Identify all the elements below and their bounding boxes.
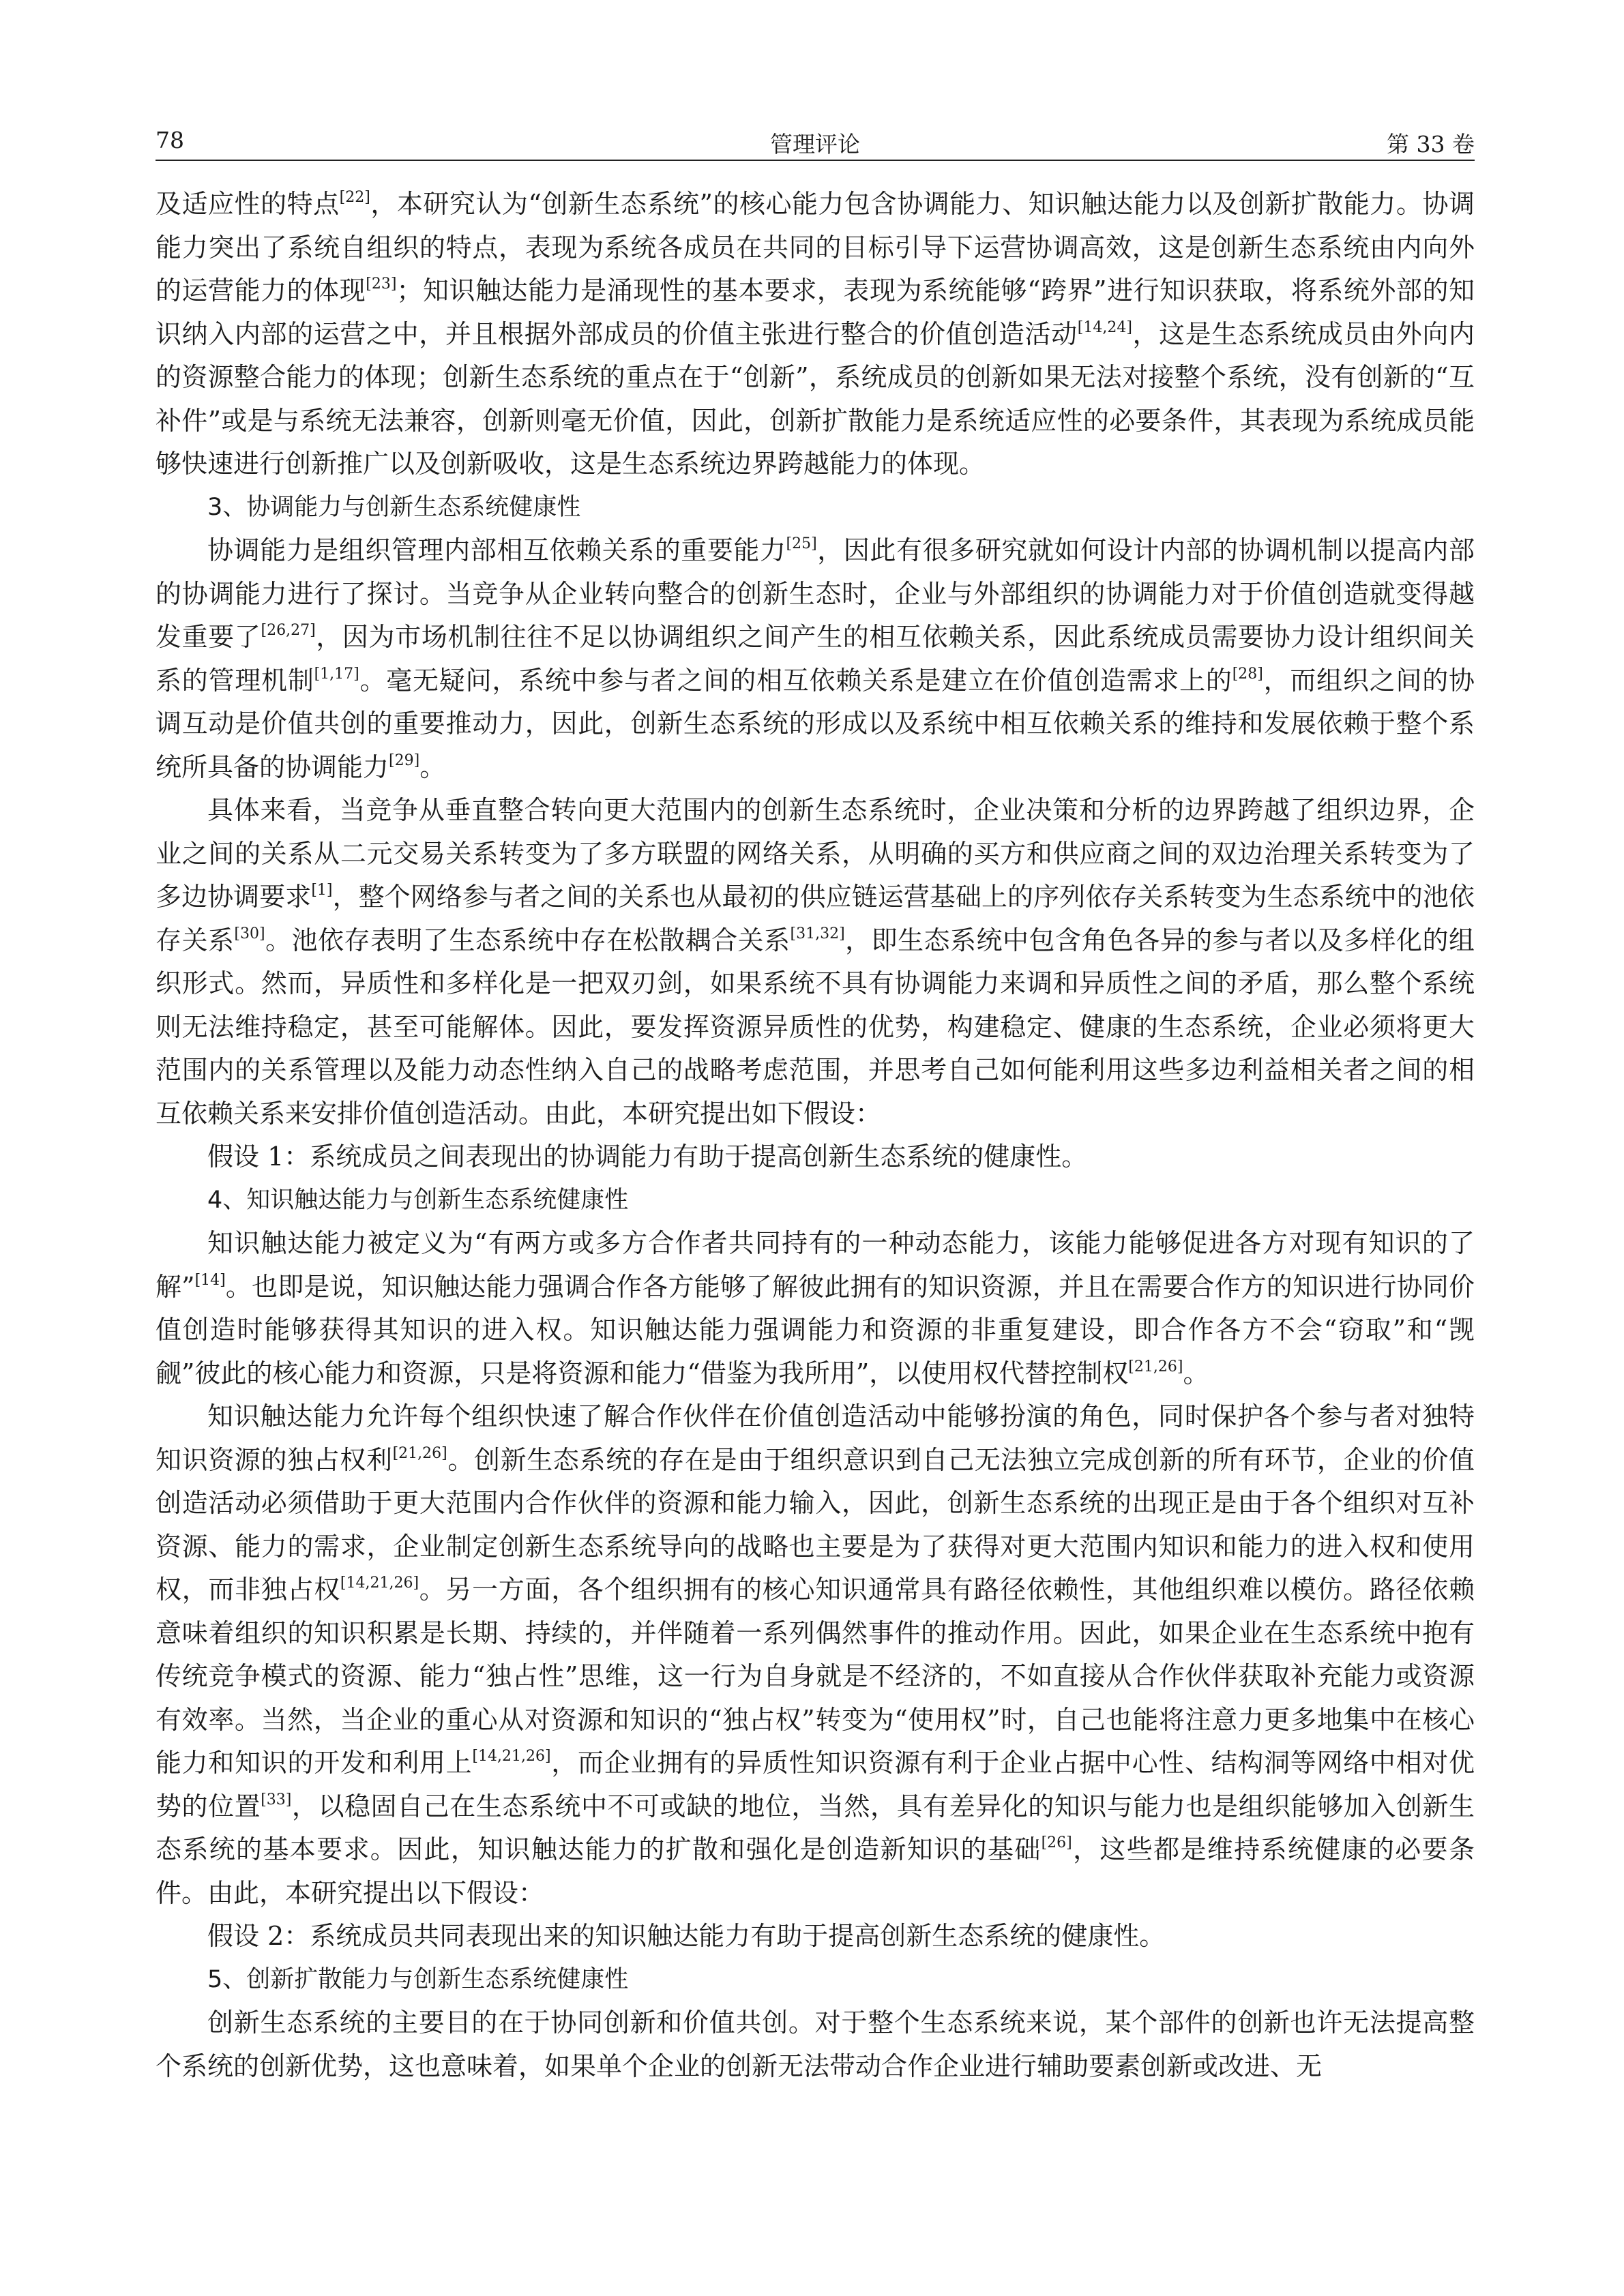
text-run: 及适应性的特点 [156,189,340,219]
text-run: ；知识触达能力是涌现性的基本要求，表现为系统能够“跨界”进行知识获取，将系统外部的知识纳入内部的运营之中，并且根据外部成员的价值主张进行整合的价值创造活动 [156,275,1475,349]
text-run: ，本研究认为“创新生态系统”的核心能力包含协调能力、知识触达能力以及创新扩散能力。协调能力突出了系统自组织的特点，表现为系统各成员在共同的目标引导下运营协调高效，这是创新生态系统由内向外的运营能力的体现 [156,189,1475,305]
text-run: 。 [1183,1358,1209,1388]
text-run: ，而企业拥有的异质性知识资源有利于企业占据中心性、结构洞等网络中相对优势的位置 [156,1748,1475,1821]
text-run: 。创新生态系统的存在是由于组织意识到自己无法独立完成创新的所有环节，企业的价值创造活动必须借助于更大范围内合作伙伴的资源和能力输入，因此，创新生态系统的出现正是由于各个组织对互补资源、能力的需求，企业制定创新生态系统导向的战略也主要是为了获得对更大范围内知识和能力的进入权和使用权，而非独占权 [156,1444,1475,1605]
text-run: 。 [419,751,446,782]
citation: [26] [1041,1834,1072,1851]
paragraph-knowledge-access [156,1222,1475,1395]
hypothesis-2: 假设 2：系统成员共同表现出来的知识触达能力有助于提高创新生态系统的健康性。 [207,1921,1166,1951]
citation: [1,17] [314,665,359,683]
paragraph-coordination-detail [156,789,1475,1135]
hypothesis-1: 假设 1：系统成员之间表现出的协调能力有助于提高创新生态系统的健康性。 [207,1142,1088,1172]
citation: [21,26] [1128,1358,1183,1375]
citation: [14] [194,1271,226,1289]
text-run: ，整个网络参与者之间的关系也从最初的供应链运营基础上的序列依存关系转变为生态系统中的池依存关系 [156,882,1475,955]
text-run: 知识触达能力被定义为“有两方或多方合作者共同持有的一种动态能力，该能力能够促进各方对现有知识的了解” [156,1228,1475,1302]
paragraph-coordination [156,529,1475,789]
citation: [29] [389,751,420,769]
text-run: ，以稳固自己在生态系统中不可或缺的地位，当然，具有差异化的知识与能力也是组织能够加入创新生态系统的基本要求。因此，知识触达能力的扩散和强化是创造新知识的基础 [156,1791,1475,1864]
citation: [21,26] [392,1444,447,1462]
article-body [156,183,1475,2088]
citation: [33] [261,1791,292,1808]
text-run: 协调能力是组织管理内部相互依赖关系的重要能力 [207,535,786,565]
page-header [156,124,1475,161]
text-run: 具体来看，当竞争从垂直整合转向更大范围内的创新生态系统时，企业决策和分析的边界跨越了组织边界，企业之间的关系从二元交易关系转变为了多方联盟的网络关系，从明确的买方和供应商之间的双边治理关系转变为了多边协调要求 [156,795,1475,912]
citation: [31,32] [790,925,845,942]
citation: [14,21,26] [472,1748,551,1765]
page-number: 78 [156,127,184,153]
citation: [22] [339,189,370,206]
text-run: 。毫无疑问，系统中参与者之间的相互依赖关系是建立在价值创造需求上的 [359,665,1232,696]
paragraph-capabilities [156,183,1475,486]
citation: [28] [1232,665,1263,683]
text-run: ，这是生态系统成员由外向内的资源整合能力的体现；创新生态系统的重点在于“创新”，系统成员的创新如果无法对接整个系统，没有创新的“互补件”或是与系统无法兼容，创新则毫无价值，因此，创新扩散能力是系统适应性的必要条件，其表现为系统成员能够快速进行创新推广以及创新吸收，这是生态系统边界跨越能力的体现。 [156,318,1475,479]
text-run: ，因此有很多研究就如何设计内部的协调机制以提高内部的协调能力进行了探讨。当竞争从企业转向整合的创新生态时，企业与外部组织的协调能力对于价值创造就变得越发重要了 [156,535,1475,652]
paragraph-knowledge-access-detail [156,1395,1475,1915]
section-heading-4: 4、知识触达能力与创新生态系统健康性 [207,1186,629,1214]
citation: [30] [234,925,265,942]
text-run: ，因为市场机制往往不足以协调组织之间产生的相互依赖关系，因此系统成员需要协力设计组织间关系的管理机制 [156,622,1475,696]
citation: [26,27] [261,622,316,639]
citation: [14,24] [1077,318,1132,336]
text-run: ，而组织之间的协调互动是价值共创的重要推动力，因此，创新生态系统的形成以及系统中相互依赖关系的维持和发展依赖于整个系统所具备的协调能力 [156,665,1475,782]
text-run: ，即生态系统中包含角色各异的参与者以及多样化的组织形式。然而，异质性和多样化是一把双刃剑，如果系统不具有协调能力来调和异质性之间的矛盾，那么整个系统则无法维持稳定，甚至可能解体。因此，要发挥资源异质性的优势，构建稳定、健康的生态系统，企业必须将更大范围内的关系管理以及能力动态性纳入自己的战略考虑范围，并思考自己如何能利用这些多边利益相关者之间的相互依赖关系来安排价值创造活动。由此，本研究提出如下假设： [156,925,1475,1129]
volume-label: 第 33 卷 [1387,131,1475,158]
text-run: 。也即是说，知识触达能力强调合作各方能够了解彼此拥有的知识资源，并且在需要合作方的知识进行协同价值创造时能够获得其知识的进入权。知识触达能力强调能力和资源的非重复建设，即合作各方不会“窃取”和“觊觎”彼此的核心能力和资源，只是将资源和能力“借鉴为我所用”，以使用权代替控制权 [156,1271,1475,1388]
section-heading-5: 5、创新扩散能力与创新生态系统健康性 [207,1965,629,1993]
citation: [1] [311,882,333,899]
citation: [25] [786,535,817,552]
section-heading-3: 3、协调能力与创新生态系统健康性 [207,493,581,521]
journal-title: 管理评论 [770,131,860,158]
citation: [14,21,26] [340,1575,419,1592]
paragraph-innovation-diffusion: 创新生态系统的主要目的在于协同创新和价值共创。对于整个生态系统来说，某个部件的创新也许无法提高整个系统的创新优势，这也意味着，如果单个企业的创新无法带动合作企业进行辅助要素创新或改进、无 [156,2008,1475,2081]
citation: [23] [366,275,397,293]
text-run: 知识触达能力允许每个组织快速了解合作伙伴在价值创造活动中能够扮演的角色，同时保护各个参与者对独特知识资源的独占权利 [156,1401,1475,1475]
text-run: 。另一方面，各个组织拥有的核心知识通常具有路径依赖性，其他组织难以模仿。路径依赖意味着组织的知识积累是长期、持续的，并伴随着一系列偶然事件的推动作用。因此，如果企业在生态系统中抱有传统竞争模式的资源、能力“独占性”思维，这一行为自身就是不经济的，不如直接从合作伙伴获取补充能力或资源有效率。当然，当企业的重心从对资源和知识的“独占权”转变为“使用权”时，自己也能将注意力更多地集中在核心能力和知识的开发和利用上 [156,1575,1475,1778]
text-run: ，这些都是维持系统健康的必要条件。由此，本研究提出以下假设： [156,1834,1475,1908]
text-run: 。池依存表明了生态系统中存在松散耦合关系 [265,925,791,955]
